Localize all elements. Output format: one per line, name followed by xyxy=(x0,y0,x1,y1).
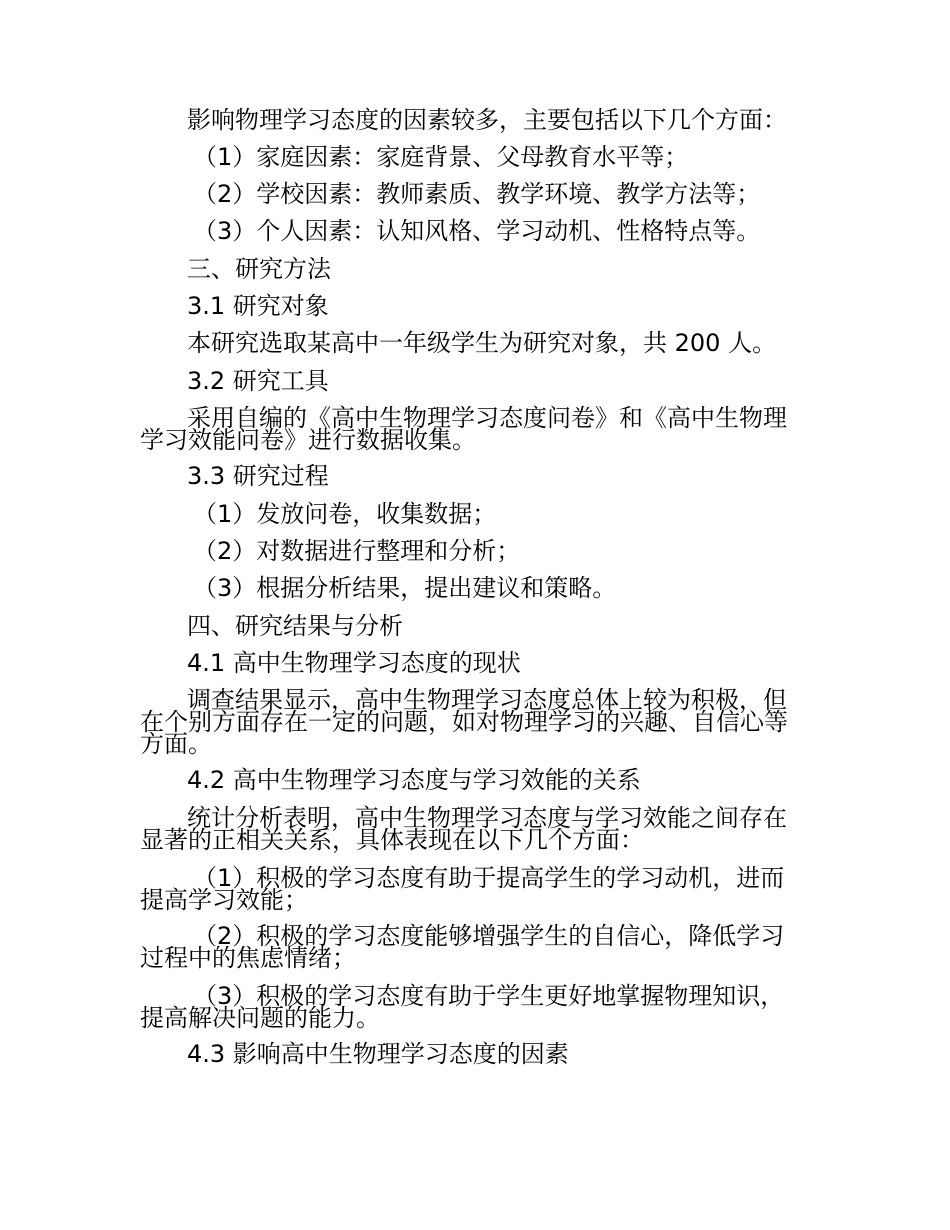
list-item-school-factors: （2）学校因素：教师素质、教学环境、教学方法等； xyxy=(193,180,761,208)
list-item-knowledge-line-1: （3）积极的学习态度有助于学生更好地掌握物理知识， xyxy=(193,982,785,1010)
subsection-heading-4-3: 4.3 影响高中生物理学习态度的因素 xyxy=(187,1040,569,1068)
paragraph-tools-line-2: 学习效能问卷》进行数据收集。 xyxy=(140,426,476,454)
paragraph-status-line-1: 调查结果显示，高中生物理学习态度总体上较为积极，但 xyxy=(187,686,787,714)
subsection-heading-3-3: 3.3 研究过程 xyxy=(187,462,329,490)
list-item-family-factors: （1）家庭因素：家庭背景、父母教育水平等； xyxy=(193,143,689,171)
paragraph-relation-line-2: 显著的正相关关系，具体表现在以下几个方面： xyxy=(140,826,644,854)
list-item-confidence-line-1: （2）积极的学习态度能够增强学生的自信心，降低学习 xyxy=(193,922,785,950)
subsection-heading-3-2: 3.2 研究工具 xyxy=(187,367,329,395)
paragraph-subjects: 本研究选取某高中一年级学生为研究对象，共 200 人。 xyxy=(187,329,777,357)
subsection-heading-4-1: 4.1 高中生物理学习态度的现状 xyxy=(187,649,521,677)
section-heading-results: 四、研究结果与分析 xyxy=(187,612,403,640)
list-item-suggest: （3）根据分析结果，提出建议和策略。 xyxy=(193,574,617,602)
subsection-heading-3-1: 3.1 研究对象 xyxy=(187,292,329,320)
list-item-motivation-line-2: 提高学习效能； xyxy=(140,886,308,914)
section-heading-methods: 三、研究方法 xyxy=(187,255,331,283)
list-item-personal-factors: （3）个人因素：认知风格、学习动机、性格特点等。 xyxy=(193,217,761,245)
paragraph-status-line-2: 在个别方面存在一定的问题，如对物理学习的兴趣、自信心等 xyxy=(140,708,788,736)
paragraph-intro: 影响物理学习态度的因素较多，主要包括以下几个方面： xyxy=(187,106,787,134)
paragraph-status-line-3: 方面。 xyxy=(140,730,212,758)
list-item-knowledge-line-2: 提高解决问题的能力。 xyxy=(140,1004,380,1032)
list-item-analyze: （2）对数据进行整理和分析； xyxy=(193,537,521,565)
list-item-confidence-line-2: 过程中的焦虑情绪； xyxy=(140,944,356,972)
subsection-heading-4-2: 4.2 高中生物理学习态度与学习效能的关系 xyxy=(187,766,641,794)
paragraph-relation-line-1: 统计分析表明，高中生物理学习态度与学习效能之间存在 xyxy=(187,804,787,832)
paragraph-tools-line-1: 采用自编的《高中生物理学习态度问卷》和《高中生物理 xyxy=(187,404,787,432)
list-item-distribute: （1）发放问卷，收集数据； xyxy=(193,500,497,528)
list-item-motivation-line-1: （1）积极的学习态度有助于提高学生的学习动机，进而 xyxy=(193,864,785,892)
